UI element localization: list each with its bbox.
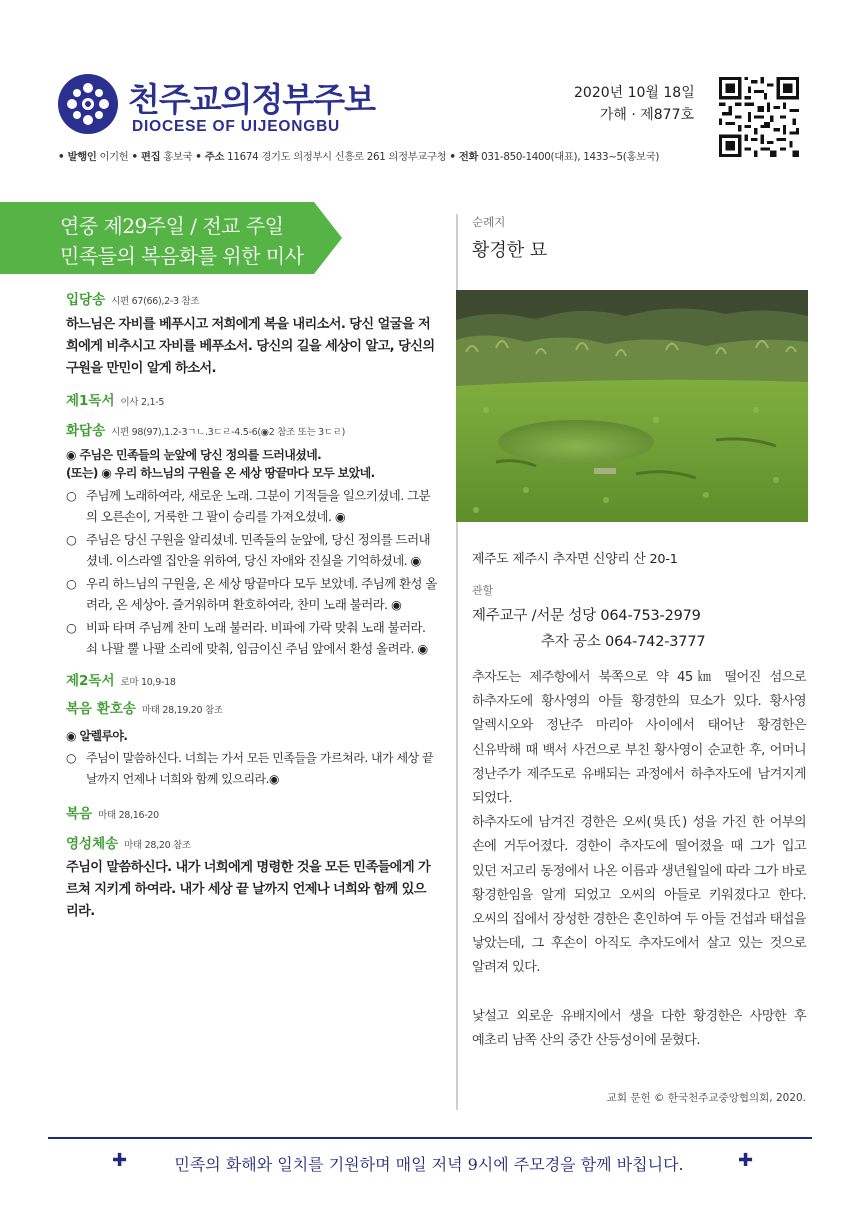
verse-mark: ○ xyxy=(66,620,77,635)
pilgrimage-label: 순례지 xyxy=(472,215,506,229)
pilgrimage-address: 제주도 제주시 추자면 신양리 산 20-1 xyxy=(472,552,678,567)
phone: 031-850-1400(대표), 1433~5(홍보국) xyxy=(481,151,660,163)
section-title: 화답송 xyxy=(66,423,106,439)
bulletin-subtitle: DIOCESE OF UIJEONGBU xyxy=(132,118,341,135)
section-reference: 시편 67(66),2-3 참조 xyxy=(111,296,200,307)
mass-readings xyxy=(66,288,438,923)
phone-label: • 전화 xyxy=(449,151,479,163)
bulletin-title: 천주교의정부주보 xyxy=(128,80,376,119)
communion-heading xyxy=(66,832,438,852)
jurisdiction-mission: 추자 공소 064-742-3777 xyxy=(541,634,706,650)
issue-number: 가해 · 제877호 xyxy=(599,107,694,123)
body-paragraph: 하추자도에 남겨진 경한은 오씨(吳氏) 성을 가진 한 어부의 손에 거두어졌다. 경한이 추자도에 떨어졌을 때 그가 입고 있던 저고리 동정에서 나온 이름과 생년월일에 따라 그가 바로 황경한임을 알게 되었고 오씨의 아들로 키워졌다고 한다. 오씨의 집에서 장성한 경한은 혼인하여 두 아들 건섭과 태섭을 낳았는데, 그 후손이 아직도 추자도에서 살고 있는 것으로 알려져 있다. xyxy=(472,815,806,976)
banner-title-line2: 민족들의 복음화를 위한 미사 xyxy=(60,244,304,268)
verse-text: 비파 타며 주님께 찬미 노래 불러라. 비파에 가락 맞춰 노래 불러라. 쇠 나팔 뿔 나팔 소리에 맞춰, 임금이신 주님 앞에서 환성 올려라. ◉ xyxy=(86,620,428,656)
gospel-heading xyxy=(66,802,438,822)
section-title: 복음 xyxy=(66,806,93,822)
verse-mark: ○ xyxy=(66,532,77,547)
first-reading-heading xyxy=(66,389,438,409)
section-reference: 마태 28,20 참조 xyxy=(124,840,191,851)
alleluia-response: ◉ 알렐루야. xyxy=(66,729,128,743)
publisher-label: • 발행인 xyxy=(58,151,97,163)
second-reading-heading xyxy=(66,669,438,689)
pilgrimage-title: 황경한 묘 xyxy=(472,240,548,261)
copyright-credit: 교회 문헌 © 한국천주교중앙협의회, 2020. xyxy=(606,1092,806,1104)
section-reference: 이사 2,1-5 xyxy=(120,397,165,408)
verse-mark: ○ xyxy=(66,576,77,591)
section-title: 제1독서 xyxy=(66,393,115,409)
section-reference: 시편 98(97),1.2-3ㄱㄴ.3ㄷㄹ-4.5-6(◉2 참조 또는 3ㄷㄹ) xyxy=(111,427,346,438)
jurisdiction-parish: 제주교구 /서문 성당 064-753-2979 xyxy=(472,608,701,624)
address-label: • 주소 xyxy=(195,151,225,163)
tomb-photo xyxy=(456,290,808,522)
alleluia-verse xyxy=(66,748,438,790)
jurisdiction-label: 관할 xyxy=(472,584,494,597)
psalm-response: ◉ 주님은 민족들의 눈앞에 당신 정의를 드러내셨네. xyxy=(66,448,322,462)
section-title: 제2독서 xyxy=(66,673,115,689)
body-paragraph: 낯설고 외로운 유배지에서 생을 다한 황경한은 사망한 후 예초리 남쪽 산의 중간 산등성이에 묻혔다. xyxy=(472,1008,806,1048)
psalm-verse xyxy=(66,529,438,571)
verse-text: 주님께 노래하여라, 새로운 노래. 그분이 기적들을 일으키셨네. 그분의 오른손이, 거룩한 그 팔이 승리를 가져오셨네. ◉ xyxy=(86,488,431,524)
alleluia-heading xyxy=(66,697,438,717)
verse-mark: ○ xyxy=(66,751,76,765)
section-title: 영성체송 xyxy=(66,836,119,852)
pilgrimage-body xyxy=(472,666,806,1053)
psalm-verse xyxy=(66,617,438,659)
section-reference: 마태 28,16-20 xyxy=(98,810,159,821)
verse-text: 주님이 말씀하신다. 너희는 가서 모든 민족들을 가르쳐라. 내가 세상 끝날까지 언제나 너희와 함께 있으리라.◉ xyxy=(86,751,434,786)
footer-rule xyxy=(48,1137,812,1139)
communion-antiphon-text: 주님이 말씀하신다. 내가 너희에게 명령한 것을 모든 민족들에게 가르쳐 지키게 하여라. 내가 세상 끝 날까지 언제나 너희와 함께 있으리라. xyxy=(66,860,431,919)
cross-icon: ✚ xyxy=(112,1150,128,1171)
editor-label: • 편집 xyxy=(131,151,161,163)
publication-info xyxy=(58,148,659,163)
entrance-antiphon-heading xyxy=(66,288,438,308)
cross-icon: ✚ xyxy=(738,1150,754,1171)
address: 11674 경기도 의정부시 신흥로 261 의정부교구청 xyxy=(227,151,447,163)
publisher: 이기헌 xyxy=(99,151,129,163)
footer-prayer-text: 민족의 화해와 일치를 기원하며 매일 저녁 9시에 주모경을 함께 바칩니다. xyxy=(174,1155,684,1174)
section-reference: 마태 28,19.20 참조 xyxy=(141,705,223,716)
diocese-logo xyxy=(58,74,118,134)
section-title: 복음 환호송 xyxy=(66,701,136,717)
section-reference: 로마 10,9-18 xyxy=(120,677,176,688)
entrance-antiphon-text: 하느님은 자비를 베푸시고 저희에게 복을 내리소서. 당신 얼굴을 저희에게 비추시고 자비를 베푸소서. 당신의 길을 세상이 알고, 당신의 구원을 만민이 알게 하소서. xyxy=(66,317,435,376)
editor: 홍보국 xyxy=(163,151,193,163)
psalm-heading xyxy=(66,419,438,439)
issue-date: 2020년 10월 18일 xyxy=(574,85,695,101)
verse-mark: ○ xyxy=(66,488,77,503)
psalm-verse xyxy=(66,485,438,527)
verse-text: 우리 하느님의 구원을, 온 세상 땅끝마다 모두 보았네. 주님께 환성 올려라, 온 세상아. 즐거워하며 환호하여라, 찬미 노래 불러라. ◉ xyxy=(86,576,437,612)
qr-code[interactable] xyxy=(719,77,799,157)
banner-title-line1: 연중 제29주일 / 전교 주일 xyxy=(60,214,284,238)
verse-text: 주님은 당신 구원을 알리셨네. 민족들의 눈앞에, 당신 정의를 드러내셨네. 이스라엘 집안을 위하여, 당신 자애와 진실을 기억하셨네. ◉ xyxy=(86,532,431,568)
psalm-response-alt: (또는) ◉ 우리 하느님의 구원을 온 세상 땅끝마다 모두 보았네. xyxy=(66,466,375,480)
section-title: 입당송 xyxy=(66,292,106,308)
body-paragraph: 추자도는 제주항에서 북쪽으로 약 45㎞ 떨어진 섬으로 하추자도에 황사영의 아들 황경한의 묘소가 있다. 황사영 알렉시오와 정난주 마리아 사이에서 태어난 황경한은 신유박해 때 백서 사건으로 부친 황사영이 순교한 후, 어머니 정난주가 제주도로 유배되는 과정에서 하추자도에 남겨지게 되었다. xyxy=(472,670,806,807)
psalm-verse xyxy=(66,573,438,615)
